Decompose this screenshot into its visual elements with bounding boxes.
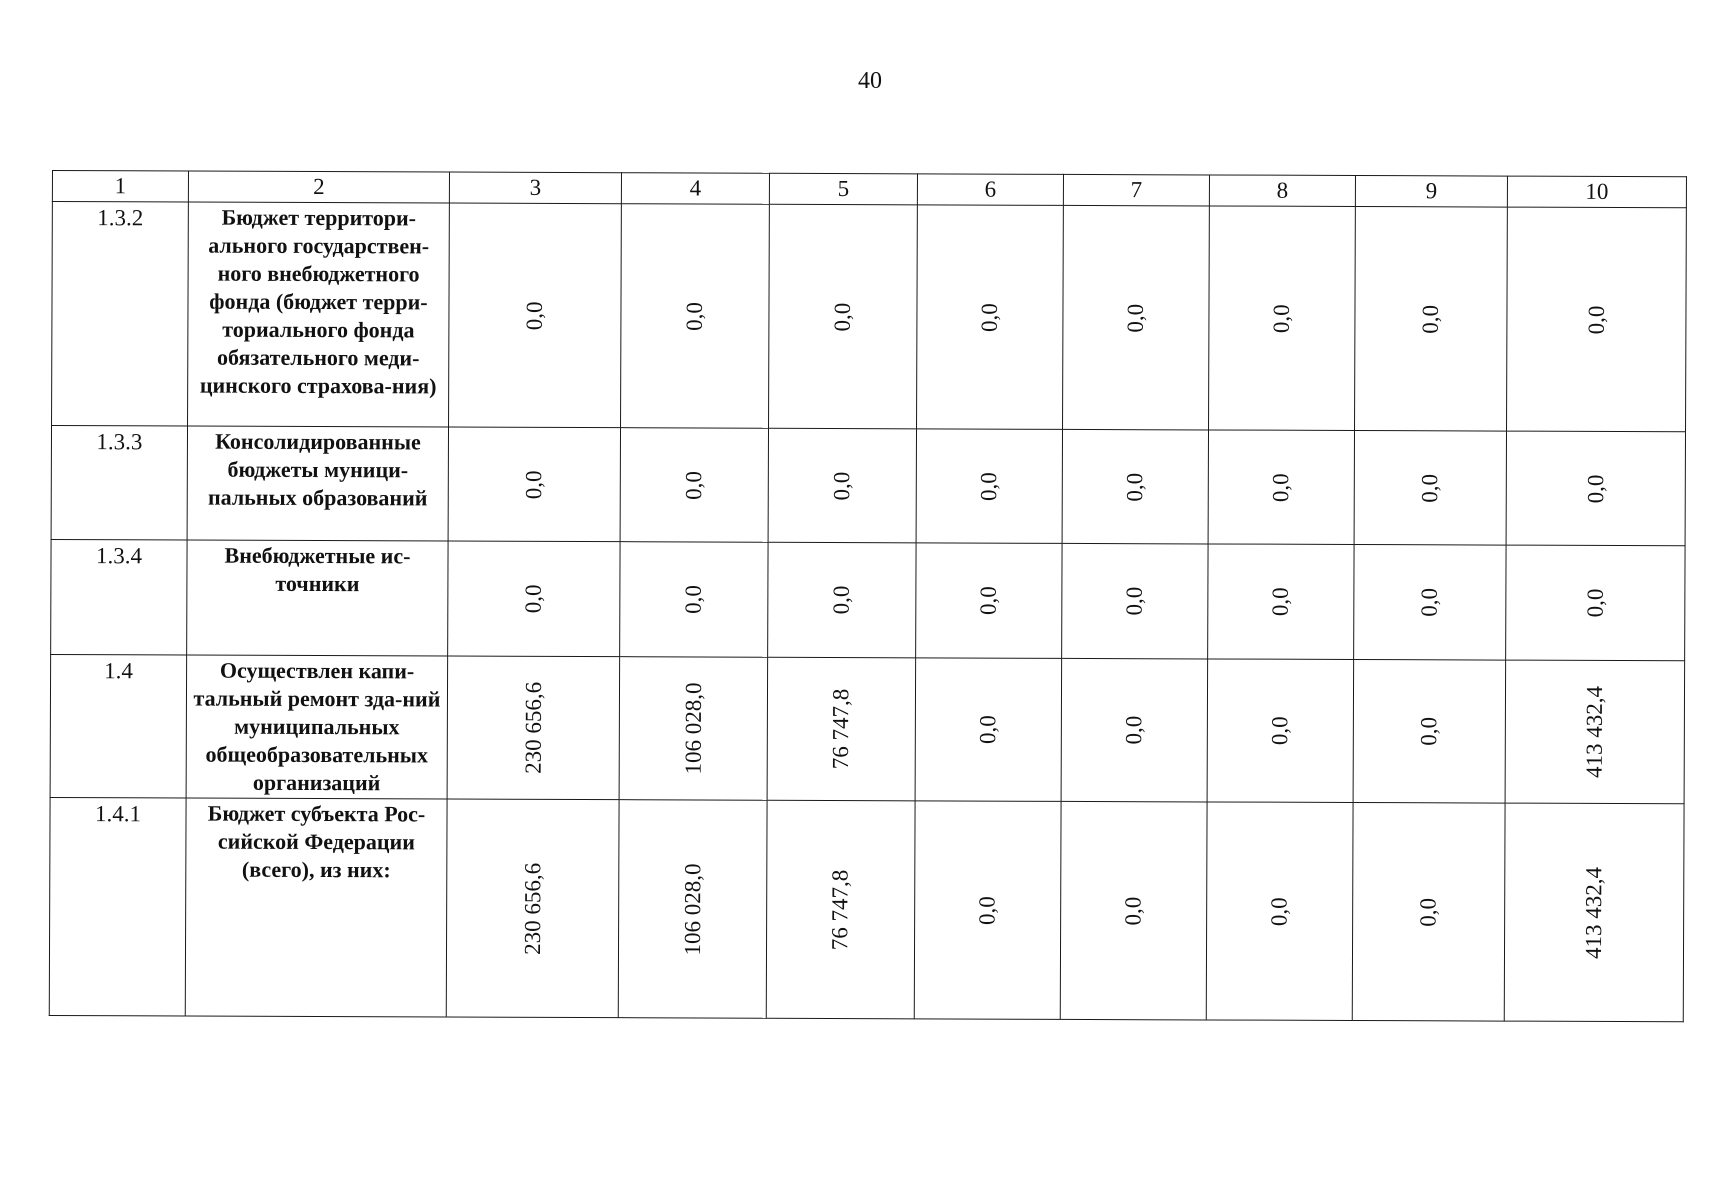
value-text: 0,0 <box>975 715 1001 745</box>
value-text: 106 028,0 <box>679 862 705 956</box>
value-cell <box>1208 430 1354 545</box>
table-row <box>52 202 1687 432</box>
value-text: 0,0 <box>1121 586 1147 616</box>
value-cell <box>1060 801 1207 1020</box>
value-text: 0,0 <box>974 895 1000 925</box>
value-text: 0,0 <box>1583 305 1609 334</box>
value-text: 0,0 <box>1268 472 1294 502</box>
value-cell <box>1063 205 1210 430</box>
value-cell <box>916 543 1062 659</box>
value-cell <box>1353 660 1506 804</box>
value-cell <box>917 205 1064 430</box>
value-text: 76 747,8 <box>828 688 854 770</box>
value-text: 0,0 <box>1417 304 1443 334</box>
row-name: Осуществлен капи-тальный ремонт зда-ний муниципальных общеобразовательных организаций <box>186 655 448 799</box>
value-cell <box>1507 207 1687 432</box>
value-text: 0,0 <box>1582 588 1608 618</box>
table-row <box>49 797 1684 1021</box>
value-cell <box>1506 431 1685 546</box>
value-text: 0,0 <box>1417 473 1443 503</box>
header-cell: 6 <box>917 174 1063 206</box>
row-name: Бюджет территори-ального государствен-ного внебюджетного фонда (бюджет терри-ториального фонда обязательного меди-цинского страхова-ния) <box>188 202 450 427</box>
value-text: 0,0 <box>975 586 1001 616</box>
value-cell <box>1208 544 1354 660</box>
table-row <box>50 654 1685 803</box>
header-cell: 2 <box>188 171 449 203</box>
value-text: 0,0 <box>1267 716 1293 746</box>
value-cell <box>769 204 918 429</box>
header-cell: 9 <box>1355 176 1507 208</box>
value-cell <box>1209 206 1356 431</box>
value-cell <box>620 428 768 543</box>
value-cell <box>1061 658 1208 802</box>
value-cell <box>768 428 916 543</box>
value-cell <box>446 799 619 1018</box>
value-cell <box>767 657 916 801</box>
row-code: 1.3.2 <box>52 202 189 427</box>
value-cell <box>619 657 768 801</box>
value-text: 0,0 <box>1415 897 1441 927</box>
budget-table-wrapper <box>49 170 1686 1022</box>
value-text: 0,0 <box>1122 472 1148 502</box>
value-cell <box>449 203 622 428</box>
value-cell <box>621 204 770 429</box>
header-cell: 5 <box>769 173 917 205</box>
row-code: 1.4.1 <box>49 797 186 1016</box>
header-cell: 4 <box>621 173 769 205</box>
value-text: 0,0 <box>1268 303 1294 333</box>
header-cell: 3 <box>449 172 621 204</box>
value-cell <box>1355 207 1508 432</box>
value-cell <box>447 656 620 800</box>
value-text: 0,0 <box>1582 474 1608 503</box>
row-name: Консолидированные бюджеты муници-пальных образований <box>187 426 448 541</box>
value-text: 106 028,0 <box>680 682 706 775</box>
header-cell: 1 <box>52 171 188 203</box>
value-text: 0,0 <box>1416 587 1442 617</box>
value-text: 76 747,8 <box>827 869 853 950</box>
value-cell <box>768 542 916 658</box>
header-cell: 8 <box>1209 175 1355 207</box>
value-text: 0,0 <box>976 471 1002 501</box>
value-cell <box>1062 543 1208 659</box>
value-text: 230 656,6 <box>520 681 546 774</box>
value-cell <box>448 427 620 542</box>
value-text: 0,0 <box>829 471 855 500</box>
value-cell <box>1354 545 1506 661</box>
value-cell <box>914 801 1061 1020</box>
value-text: 0,0 <box>1267 587 1293 617</box>
value-cell <box>1506 545 1685 661</box>
value-text: 0,0 <box>1122 303 1148 333</box>
value-text: 0,0 <box>521 300 548 330</box>
budget-table <box>49 170 1687 1022</box>
value-text: 0,0 <box>828 585 854 615</box>
value-text: 0,0 <box>681 301 707 331</box>
value-cell <box>618 800 767 1019</box>
value-cell <box>620 542 768 658</box>
value-text: 0,0 <box>521 469 547 499</box>
value-text: 0,0 <box>976 302 1002 332</box>
value-cell <box>916 429 1062 544</box>
value-cell <box>766 800 915 1019</box>
table-row <box>51 426 1685 546</box>
value-text: 0,0 <box>1266 896 1292 926</box>
value-text: 0,0 <box>1416 716 1442 746</box>
value-text: 0,0 <box>680 585 706 614</box>
value-cell <box>1505 660 1685 804</box>
value-cell <box>448 541 620 657</box>
value-cell <box>1354 431 1506 546</box>
value-text: 413 432,4 <box>1580 866 1607 959</box>
value-cell <box>1207 659 1354 803</box>
row-code: 1.3.3 <box>51 426 187 541</box>
row-code: 1.4 <box>50 654 187 798</box>
value-text: 0,0 <box>829 302 855 331</box>
value-text: 0,0 <box>1121 715 1147 745</box>
value-cell <box>1206 802 1353 1021</box>
value-cell <box>915 658 1062 802</box>
row-name: Внебюджетные ис-точники <box>187 540 448 656</box>
value-cell <box>1352 803 1505 1022</box>
row-code: 1.3.4 <box>51 539 187 655</box>
value-cell <box>1062 429 1208 544</box>
value-text: 0,0 <box>681 470 707 500</box>
table-row <box>51 539 1685 660</box>
value-text: 230 656,6 <box>519 862 545 955</box>
value-text: 413 432,4 <box>1581 685 1608 778</box>
header-cell: 10 <box>1507 176 1686 208</box>
header-cell: 7 <box>1063 174 1209 206</box>
page-number: 40 <box>858 68 882 94</box>
row-name: Бюджет субъекта Рос-сийской Федерации (всего), из них: <box>185 798 447 1017</box>
value-text: 0,0 <box>520 584 546 614</box>
value-cell <box>1504 803 1684 1022</box>
value-text: 0,0 <box>1120 896 1146 926</box>
